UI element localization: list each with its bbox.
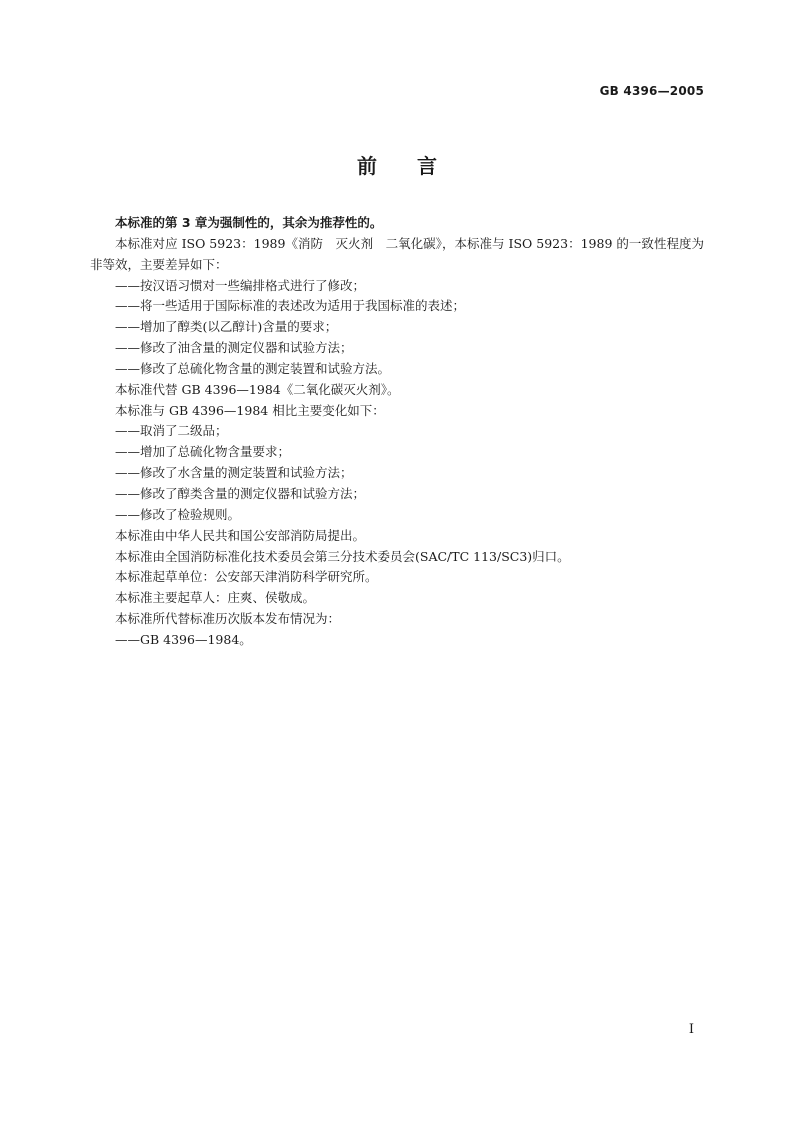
list-item: ——按汉语习惯对一些编排格式进行了修改； — [115, 277, 366, 293]
paragraph-drafting-unit: 本标准起草单位：公安部天津消防科学研究所。 — [115, 569, 378, 585]
list-item: ——修改了醇类含量的测定仪器和试验方法； — [115, 485, 366, 501]
standard-number: GB 4396—2005 — [599, 84, 704, 98]
list-item: ——修改了油含量的测定仪器和试验方法； — [115, 340, 353, 356]
list-item: ——将一些适用于国际标准的表述改为适用于我国标准的表述； — [115, 298, 466, 314]
page-number: I — [688, 1022, 694, 1037]
list-item: ——增加了醇类(以乙醇计)含量的要求； — [115, 319, 338, 335]
list-item: ——取消了二级品； — [115, 423, 228, 439]
list-item: ——修改了检验规则。 — [115, 506, 241, 522]
paragraph-version-history: 本标准所代替标准历次版本发布情况为： — [115, 611, 341, 627]
paragraph-mandatory-note: 本标准的第 3 章为强制性的，其余为推荐性的。 — [115, 215, 383, 230]
paragraph-under-jurisdiction: 本标准由全国消防标准化技术委员会第三分技术委员会(SAC/TC 113/SC3)归口。 — [115, 548, 570, 564]
page-title: 前言 — [357, 154, 477, 178]
paragraph-replaces: 本标准代替 GB 4396—1984《二氧化碳灭火剂》。 — [115, 381, 400, 397]
list-item: ——修改了水含量的测定装置和试验方法； — [115, 465, 353, 481]
foreword-body — [90, 213, 704, 651]
list-item: ——GB 4396—1984。 — [115, 631, 252, 647]
list-item: ——增加了总硫化物含量要求； — [115, 444, 291, 460]
paragraph-iso-correspondence: 本标准对应 ISO 5923：1989《消防 灭火剂 二氧化碳》，本标准与 ISO 5923：1989 的一致性程度为非等效，主要差异如下： — [90, 235, 704, 272]
list-item: ——修改了总硫化物含量的测定装置和试验方法。 — [115, 360, 391, 376]
paragraph-proposed-by: 本标准由中华人民共和国公安部消防局提出。 — [115, 527, 366, 543]
paragraph-drafters: 本标准主要起草人：庄爽、侯敬成。 — [115, 590, 316, 606]
paragraph-changes-intro: 本标准与 GB 4396—1984 相比主要变化如下： — [115, 402, 385, 418]
